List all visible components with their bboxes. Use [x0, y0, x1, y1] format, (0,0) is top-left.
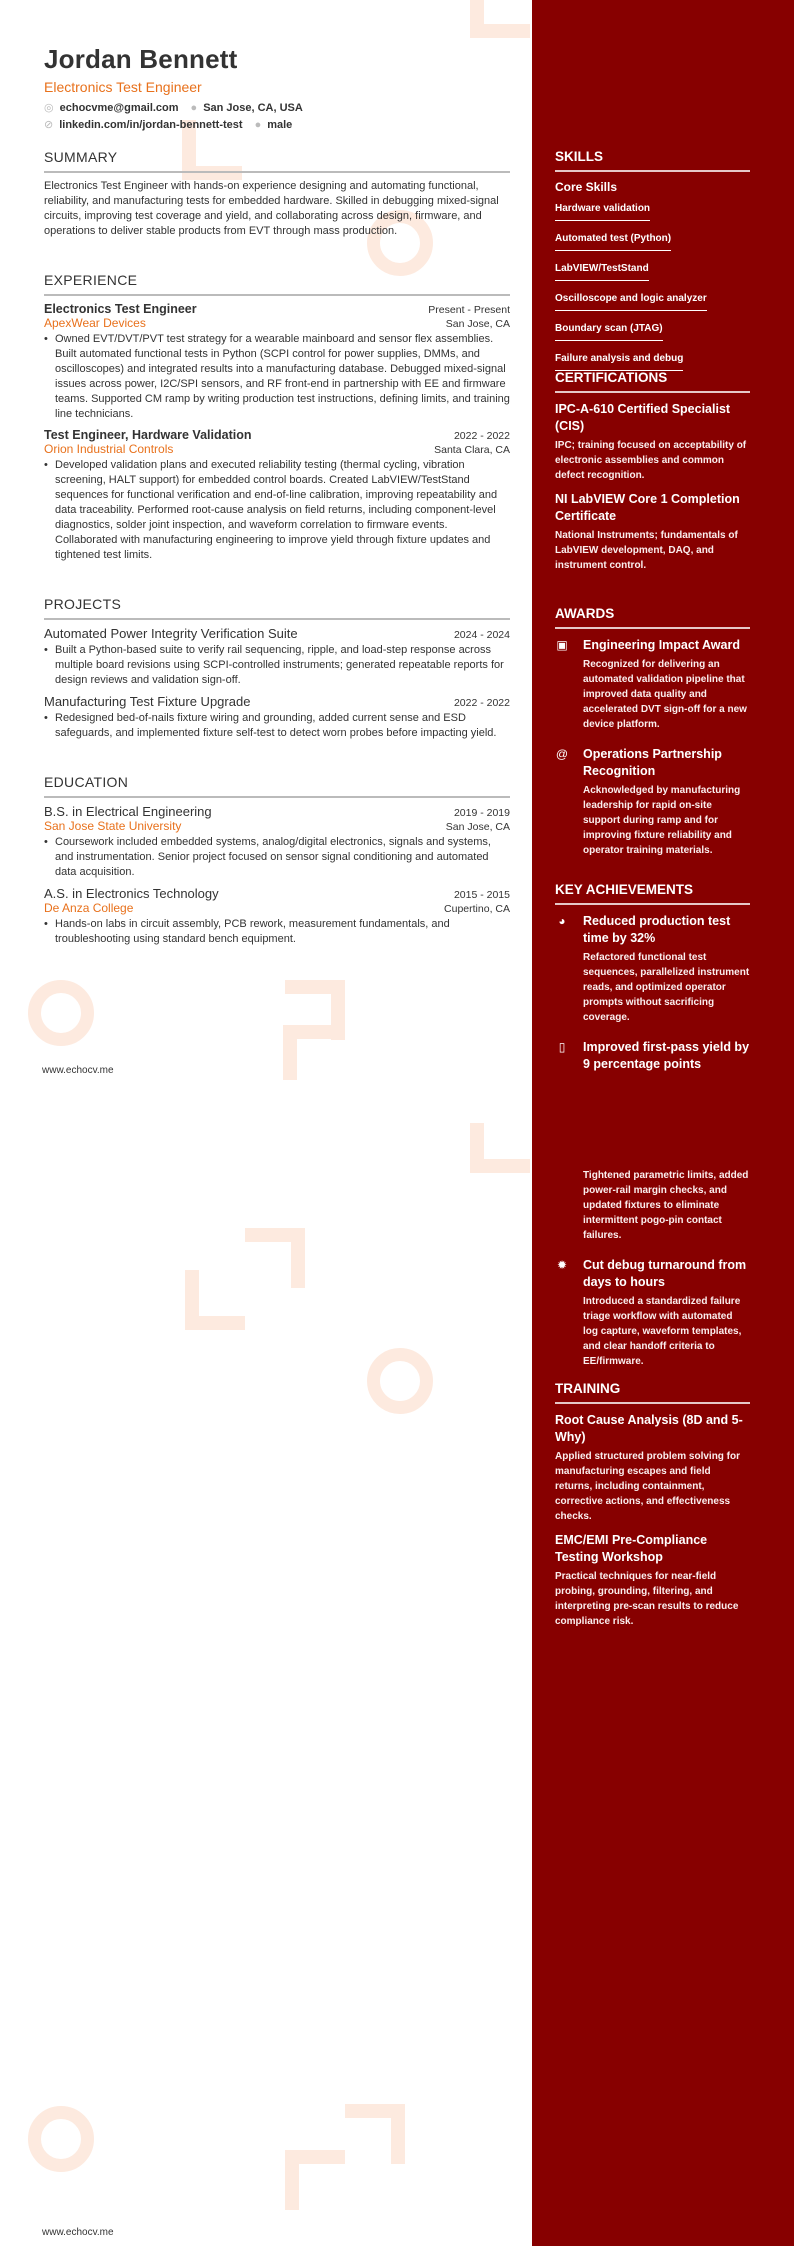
footer-link[interactable]: www.echocv.me — [42, 1065, 114, 1076]
location: San Jose, CA, USA — [203, 101, 303, 114]
summary-text: Electronics Test Engineer with hands-on experience designing and automating functional, reliability, and manufacturing tests for embedded hardware. Skilled in debugging mixed-signal circuits, improving test coverage and yield, and collaborating across design, firmware, and operations to deliver stable products from EVT through mass production. — [44, 180, 499, 237]
education-section — [44, 774, 510, 953]
achievements-section — [555, 882, 750, 1082]
award-item — [555, 746, 750, 866]
candidate-title: Electronics Test Engineer — [44, 79, 202, 95]
award-title: Operations Partnership Recognition — [583, 747, 722, 778]
award-item — [555, 637, 750, 740]
certifications-section — [555, 370, 750, 581]
experience-item — [44, 428, 510, 563]
degree: A.S. in Electronics Technology — [44, 886, 219, 901]
decorative-corner — [345, 2104, 405, 2164]
training-desc: Applied structured problem solving for manufacturing escapes and field returns, including containment, corrective actions, and effectiveness checks. — [555, 1451, 741, 1522]
school: San Jose State University — [44, 819, 182, 833]
project-title: Manufacturing Test Fixture Upgrade — [44, 694, 251, 709]
phone-icon: ▯ — [558, 1040, 566, 1054]
school-location: San Jose, CA — [445, 821, 510, 833]
section-heading: EDUCATION — [44, 774, 510, 798]
email-icon: ◎ — [44, 102, 54, 114]
achievement-desc: Tightened parametric limits, added power-rail margin checks, and updated fixtures to eliminate intermittent pogo-pin contact failures. — [583, 1170, 749, 1241]
location-icon: ● — [190, 101, 198, 114]
achievement-desc: Refactored functional test sequences, parallelized instrument reads, and optimized operator prompts without sacrificing coverage. — [583, 952, 750, 1023]
project-item — [44, 626, 510, 688]
section-heading: EXPERIENCE — [44, 272, 510, 296]
section-heading: AWARDS — [555, 606, 750, 629]
decorative-ring — [28, 980, 94, 1046]
link-icon: ⊘ — [44, 119, 54, 131]
section-heading: CERTIFICATIONS — [555, 370, 750, 393]
company: ApexWear Devices — [44, 316, 146, 330]
project-item — [44, 694, 510, 741]
education-bullet: • Coursework included embedded systems, analog/digital electronics, signals and systems, and instrumentation. Senior project focused on sensor signal conditioning and automated data acquisition. — [44, 835, 510, 880]
email-link[interactable]: echocvme@gmail.com — [59, 102, 179, 114]
certification-title: IPC-A-610 Certified Specialist (CIS) — [555, 402, 731, 433]
job-location: San Jose, CA — [445, 318, 510, 330]
achievement-title: Reduced production test time by 32% — [583, 914, 731, 945]
decorative-corner — [283, 1025, 343, 1080]
job-bullet: • Developed validation plans and executed reliability testing (thermal cycling, vibration screening, HALT support) for embedded control boards. Created LabVIEW/TestStand sequences for functional verification and end-of-line calibration, improving repeatability and data traceability. Performed root-cause analysis on field returns, including component-level diagnostics, solder joint inspection, and waveform correlation to firmware events. Collaborated with manufacturing engineering to improve yield through fixture updates and tightened test limits. — [44, 458, 510, 563]
achievement-item — [555, 1039, 750, 1076]
project-dates: 2024 - 2024 — [453, 629, 510, 641]
awards-section — [555, 606, 750, 872]
job-title: Electronics Test Engineer — [44, 302, 197, 316]
skill-item: LabVIEW/TestStand — [555, 263, 649, 281]
skill-item: Oscilloscope and logic analyzer — [555, 293, 707, 311]
training-section — [555, 1381, 750, 1637]
certification-desc: IPC; training focused on acceptability of electronic assemblies and common defect recognition. — [555, 440, 747, 481]
gear-icon: ✹ — [556, 1258, 568, 1272]
education-dates: 2015 - 2015 — [453, 889, 510, 901]
training-desc: Practical techniques for near-field probing, grounding, filtering, and interpreting pre-scan results to reduce compliance risk. — [555, 1571, 739, 1627]
job-title: Test Engineer, Hardware Validation — [44, 428, 252, 442]
training-title: EMC/EMI Pre-Compliance Testing Workshop — [555, 1533, 708, 1564]
decorative-ring — [367, 1348, 433, 1414]
chart-icon: ▣ — [556, 638, 568, 652]
section-heading: SUMMARY — [44, 149, 510, 173]
decorative-corner — [185, 1270, 245, 1330]
achievement-item — [555, 913, 750, 1033]
pie-chart-icon: ◕ — [558, 914, 566, 928]
education-item — [44, 886, 510, 947]
at-icon: @ — [555, 747, 569, 761]
achievement-item-continued — [555, 1168, 750, 1251]
skill-item: Hardware validation — [555, 203, 650, 221]
project-title: Automated Power Integrity Verification Suite — [44, 626, 298, 641]
experience-item — [44, 302, 510, 422]
decorative-ring — [28, 2106, 94, 2172]
linkedin-link[interactable]: linkedin.com/in/jordan-bennett-test — [59, 119, 243, 131]
project-dates: 2022 - 2022 — [453, 697, 510, 709]
award-desc: Recognized for delivering an automated validation pipeline that improved data quality and accelerated DVT sign-off for a new device platform. — [583, 659, 747, 730]
decorative-corner — [470, 0, 530, 38]
award-title: Engineering Impact Award — [583, 638, 740, 652]
section-heading: TRAINING — [555, 1381, 750, 1404]
certification-desc: National Instruments; fundamentals of LabVIEW development, DAQ, and instrument control. — [555, 530, 738, 571]
skills-group: Core Skills — [555, 180, 618, 194]
skill-item: Boundary scan (JTAG) — [555, 323, 663, 341]
job-bullet: • Owned EVT/DVT/PVT test strategy for a wearable mainboard and sensor flex assemblies. Built automated functional tests in Python (SCPI control for power supplies, DMMs, and oscilloscopes) and integrated results into a manufacturing database. Debugged mixed-signal issues across power, I2C/SPI sensors, and RF front-end in partnership with EE and firmware teams. Supported CM ramp by writing production test instructions, defining limits, and training line technicians. — [44, 332, 510, 422]
person-icon: ● — [254, 118, 262, 131]
decorative-corner — [470, 1123, 530, 1173]
training-title: Root Cause Analysis (8D and 5-Why) — [555, 1413, 743, 1444]
experience-section — [44, 272, 510, 569]
project-bullet: • Redesigned bed-of-nails fixture wiring and grounding, added current sense and ESD safeguards, and implemented fixture self-test to detect worn probes before impacting yield. — [44, 711, 510, 741]
gender: male — [267, 118, 293, 131]
school-location: Cupertino, CA — [444, 903, 510, 915]
project-bullet: • Built a Python-based suite to verify rail sequencing, ripple, and load-step response across multiple board revisions using SCPI-controlled instruments; generated repeatable reports for design reviews and validation sign-off. — [44, 643, 510, 688]
footer-link[interactable]: www.echocv.me — [42, 2227, 114, 2238]
projects-section — [44, 596, 510, 747]
achievement-desc: Introduced a standardized failure triage workflow with automated log capture, waveform templates, and clear handoff criteria to EE/firmware. — [583, 1296, 742, 1367]
job-dates: 2022 - 2022 — [453, 430, 510, 442]
achievements-continued — [555, 1168, 750, 1383]
job-location: Santa Clara, CA — [434, 444, 510, 456]
achievement-item — [555, 1257, 750, 1377]
achievement-title: Cut debug turnaround from days to hours — [583, 1258, 747, 1289]
section-heading: SKILLS — [555, 149, 750, 172]
skills-section — [555, 149, 750, 378]
award-desc: Acknowledged by manufacturing leadership for rapid on-site support during ramp and for improving fixture reliability and operator training materials. — [583, 785, 741, 856]
section-heading: PROJECTS — [44, 596, 510, 620]
resume-header — [44, 44, 510, 131]
job-dates: Present - Present — [428, 304, 510, 316]
skill-item: Automated test (Python) — [555, 233, 671, 251]
education-item — [44, 804, 510, 880]
school: De Anza College — [44, 901, 134, 915]
education-bullet: • Hands-on labs in circuit assembly, PCB rework, measurement fundamentals, and troubleshooting using standard bench equipment. — [44, 917, 510, 947]
summary-section — [44, 149, 510, 239]
certification-title: NI LabVIEW Core 1 Completion Certificate — [555, 492, 740, 523]
candidate-name: Jordan Bennett — [44, 44, 238, 74]
decorative-corner — [285, 2150, 345, 2210]
education-dates: 2019 - 2019 — [453, 807, 510, 819]
skill-item: Failure analysis and debug — [555, 353, 683, 371]
achievement-title: Improved first-pass yield by 9 percentage points — [583, 1040, 750, 1071]
section-heading: KEY ACHIEVEMENTS — [555, 882, 750, 905]
degree: B.S. in Electrical Engineering — [44, 804, 212, 819]
company: Orion Industrial Controls — [44, 442, 174, 456]
decorative-corner — [245, 1228, 305, 1288]
